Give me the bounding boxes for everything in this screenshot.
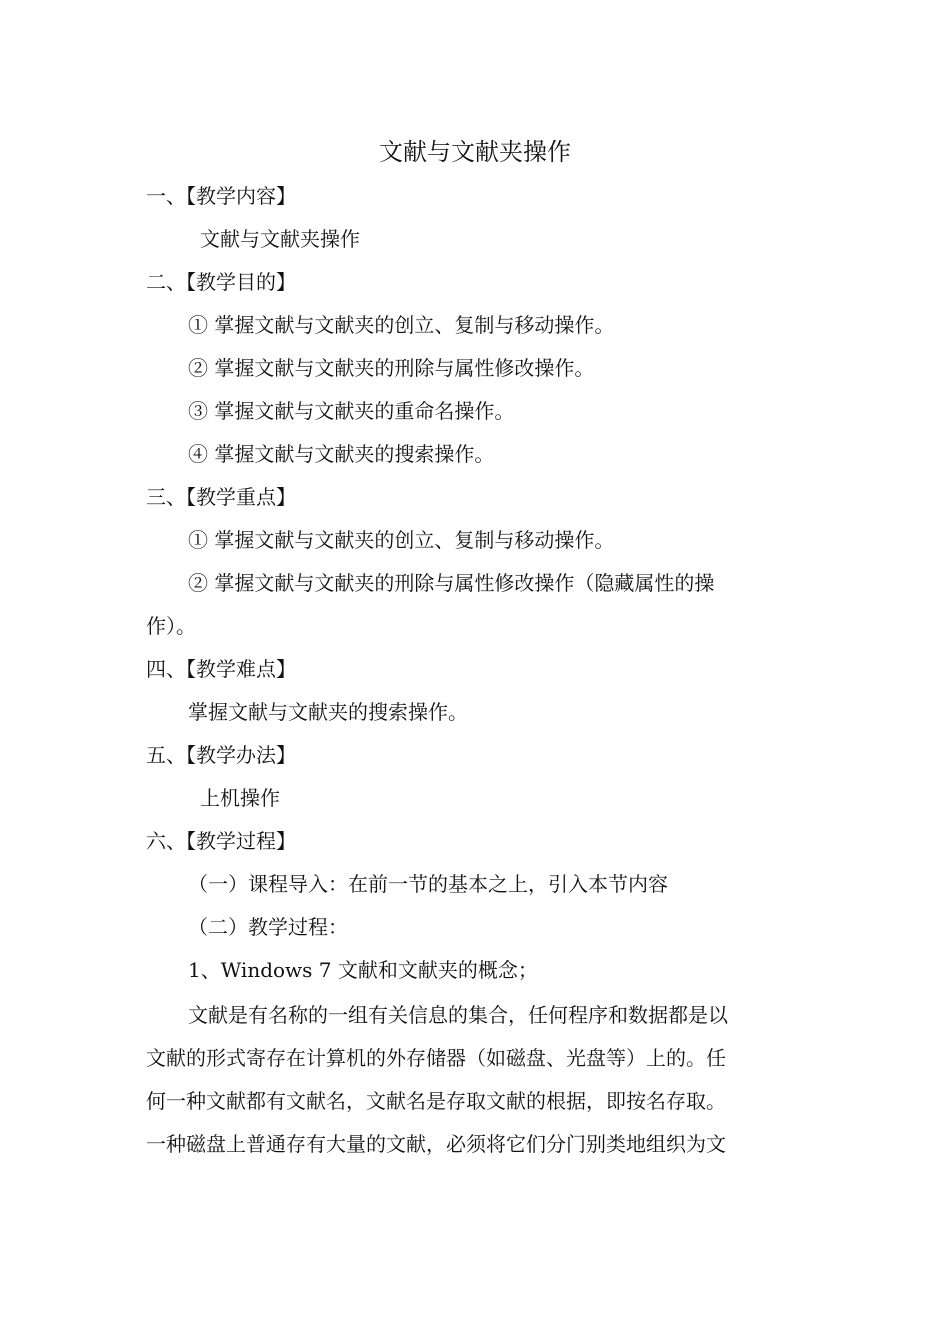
section-heading-methods: 五、【教学办法】 — [146, 743, 296, 767]
section-heading-objectives: 二、【教学目的】 — [146, 270, 296, 294]
list-item: ③ 掌握文献与文献夹的重命名操作。 — [188, 399, 515, 423]
section-heading-key-points: 三、【教学重点】 — [146, 485, 296, 509]
paragraph-line: 文献是有名称的一组有关信息的集合，任何程序和数据都是以 — [188, 1003, 728, 1027]
list-item: ④ 掌握文献与文献夹的搜索操作。 — [188, 442, 495, 466]
paragraph-line: 何一种文献都有文献名，文献名是存取文献的根据，即按名存取。 — [146, 1089, 726, 1113]
paragraph-line: 掌握文献与文献夹的搜索操作。 — [188, 700, 468, 724]
paragraph-line: （二）教学过程： — [188, 915, 348, 939]
paragraph-line: 文献与文献夹操作 — [200, 227, 360, 251]
paragraph-line: 上机操作 — [200, 786, 280, 810]
paragraph-line: 文献的形式寄存在计算机的外存储器（如磁盘、光盘等）上的。任 — [146, 1046, 726, 1070]
list-item-continuation: 作）。 — [146, 614, 196, 638]
section-heading-content: 一、【教学内容】 — [146, 184, 296, 208]
list-item: ② 掌握文献与文献夹的刑除与属性修改操作。 — [188, 356, 595, 380]
section-heading-difficulties: 四、【教学难点】 — [146, 657, 296, 681]
paragraph-line: （一）课程导入：在前一节的基本之上，引入本节内容 — [188, 872, 668, 896]
list-item: ② 掌握文献与文献夹的刑除与属性修改操作（隐藏属性的操 — [188, 571, 715, 595]
paragraph-line: 1、Windows 7 文献和文献夹的概念； — [188, 958, 538, 982]
list-item: ① 掌握文献与文献夹的创立、复制与移动操作。 — [188, 528, 615, 552]
section-heading-process: 六、【教学过程】 — [146, 829, 296, 853]
paragraph-line: 一种磁盘上普通存有大量的文献，必须将它们分门别类地组织为文 — [146, 1132, 726, 1156]
document-title: 文献与文献夹操作 — [379, 138, 571, 166]
list-item: ① 掌握文献与文献夹的创立、复制与移动操作。 — [188, 313, 615, 337]
